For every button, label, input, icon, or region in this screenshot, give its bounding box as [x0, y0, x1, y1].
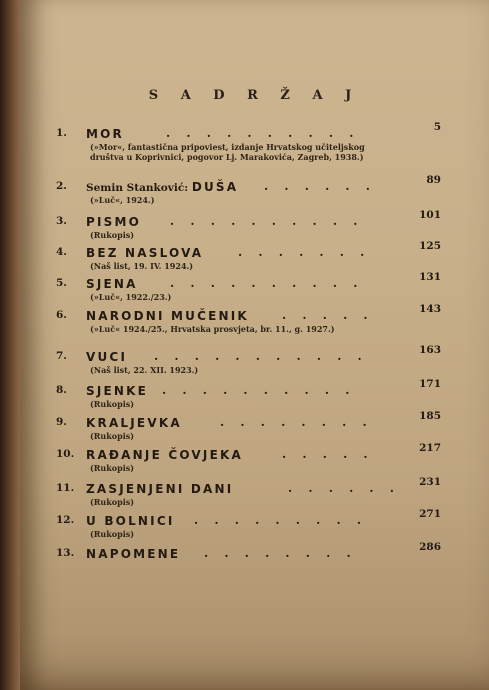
page-number: 286 [419, 541, 441, 553]
entry-author: Semin Stanković: [86, 182, 192, 194]
entry-number: 2. [56, 180, 67, 192]
page-number: 5 [433, 121, 441, 133]
entry-title: NARODNI MUČENIK [86, 309, 249, 323]
entry-source-note: (Naš list, 22. XII. 1923.) [90, 365, 199, 375]
page-number: 231 [419, 476, 441, 488]
entry-heading-group [86, 482, 233, 496]
entry-number: 7. [56, 350, 67, 362]
entry-title: SJENA [86, 277, 138, 291]
entry-source-note: (Rukopis) [90, 529, 135, 539]
book-page [20, 0, 489, 690]
dot-leader: . . . . . . . . . . [170, 214, 364, 228]
page-number: 171 [419, 378, 441, 390]
page-number: 101 [419, 209, 441, 221]
dot-leader: . . . . . . [264, 179, 376, 193]
entry-number: 13. [56, 547, 75, 559]
entry-source-note: (»Luč« 1924./25., Hrvatska prosvjeta, br. 11., g. 1927.) [90, 324, 335, 334]
entry-heading-group [86, 514, 175, 528]
entry-source-note: (Rukopis) [90, 399, 135, 409]
dot-leader: . . . . . . . . [204, 546, 357, 560]
entry-title: VUCI [86, 350, 128, 364]
entry-source-note: (»Luč«, 1924.) [90, 195, 155, 205]
entry-heading-group [86, 180, 238, 194]
entry-number: 1. [56, 127, 67, 139]
entry-title: ZASJENJENI DANI [86, 482, 234, 496]
page-number: 89 [426, 174, 441, 186]
entry-heading-group [86, 350, 127, 364]
page-title: S A D R Ž A J [148, 88, 361, 103]
dot-leader: . . . . . . [288, 481, 400, 495]
entry-title: DUŠA [191, 180, 239, 194]
entry-title: SJENKE [86, 384, 149, 398]
entry-number: 5. [56, 277, 67, 289]
entry-title: MOR [86, 127, 124, 141]
entry-number: 3. [56, 215, 67, 227]
table-of-contents [20, 0, 489, 690]
page-number: 271 [419, 508, 441, 520]
dot-leader: . . . . . . . . . . [170, 276, 364, 290]
entry-heading-group [86, 127, 124, 141]
entry-heading-group [86, 246, 203, 260]
entry-heading-group [86, 416, 182, 430]
page-number: 143 [419, 303, 441, 315]
entry-heading-group [86, 277, 138, 291]
entry-source-note: (Rukopis) [90, 431, 135, 441]
entry-number: 11. [56, 482, 75, 494]
entry-heading-group [86, 215, 141, 229]
entry-number: 9. [56, 416, 67, 428]
entry-number: 4. [56, 246, 67, 258]
entry-heading-group [86, 309, 249, 323]
entry-title: U BOLNICI [86, 514, 175, 528]
entry-number: 6. [56, 309, 67, 321]
dot-leader: . . . . . . . . . . [166, 126, 360, 140]
entry-title: RAĐANJE ČOVJEKA [86, 448, 243, 462]
entry-title: KRALJEVKA [86, 416, 182, 430]
book-spine-shadow [0, 0, 20, 690]
entry-source-note: (Rukopis) [90, 230, 135, 240]
dot-leader: . . . . . . . . . . . [154, 349, 368, 363]
entry-heading-group [86, 384, 148, 398]
entry-title: BEZ NASLOVA [86, 246, 204, 260]
page-number: 125 [419, 240, 441, 252]
entry-source-note: (Naš list, 19. IV. 1924.) [90, 261, 194, 271]
entry-source-note: (Rukopis) [90, 463, 135, 473]
dot-leader: . . . . . . . . . [194, 513, 368, 527]
entry-heading-group [86, 547, 180, 561]
entry-number: 10. [56, 448, 75, 460]
entry-number: 12. [56, 514, 75, 526]
dot-leader: . . . . . . . . . . [162, 383, 356, 397]
page-number: 163 [419, 344, 441, 356]
entry-title: PISMO [86, 215, 142, 229]
page-number: 217 [419, 442, 441, 454]
entry-source-note: (»Luč«, 1922./23.) [90, 292, 172, 302]
page-number: 185 [419, 410, 441, 422]
entry-source-note: (»Mor«, fantastična pripoviest, izdanje Hrvatskog učiteljskog društva u Koprivnici, pogovor Lj. Marakovića, Zagreb, 1938.) [90, 142, 365, 162]
entry-number: 8. [56, 384, 67, 396]
entry-heading-group [86, 448, 243, 462]
dot-leader: . . . . . . . . [220, 415, 373, 429]
entry-source-note: (Rukopis) [90, 497, 135, 507]
dot-leader: . . . . . [282, 308, 374, 322]
page-number: 131 [419, 271, 441, 283]
dot-leader: . . . . . [282, 447, 374, 461]
dot-leader: . . . . . . . [238, 245, 371, 259]
entry-title: NAPOMENE [86, 547, 181, 561]
